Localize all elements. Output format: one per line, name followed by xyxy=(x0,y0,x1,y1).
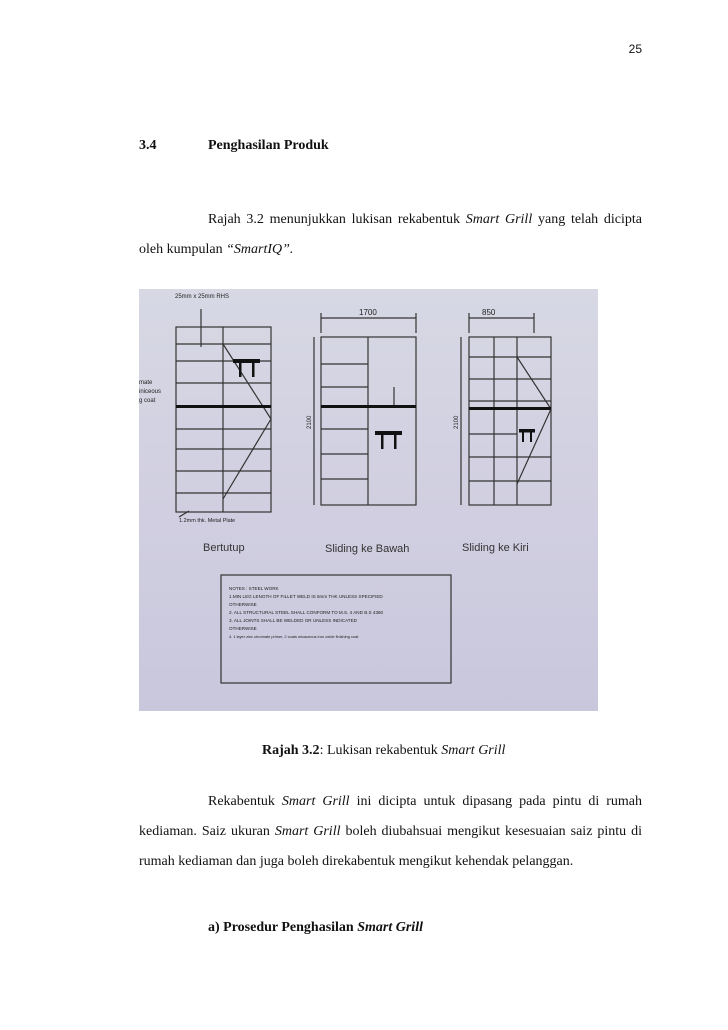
note-line: 4. 1 layer zinc chromate primer, 2 coats micaceous iron oxide finishing coat xyxy=(229,634,359,639)
section-number: 3.4 xyxy=(139,138,157,153)
para1-text: Rajah 3.2 menunjukkan lukisan rekabentuk xyxy=(208,212,461,227)
figure-dim-1: 1700 xyxy=(359,308,377,317)
grill-drawing xyxy=(139,289,598,711)
figure-side-label-3: g coat xyxy=(139,398,156,404)
caption-label: Rajah 3.2 xyxy=(262,743,320,758)
para2-italic1: Smart Grill xyxy=(281,794,350,809)
para1-italic-smartiq: “SmartIQ”. xyxy=(226,242,294,257)
paragraph-intro xyxy=(139,205,642,265)
figure-plate-label: 1.2mm thk. Metal Plate xyxy=(179,518,236,524)
caption-italic: Smart Grill xyxy=(441,743,506,758)
figure-label-sliding-bawah: Sliding ke Bawah xyxy=(325,543,410,555)
subheading-prosedur xyxy=(208,920,423,936)
para2-text2: ini dicipta untuk dipasang pada pintu di rumah kediaman. Saiz ukuran xyxy=(139,794,643,839)
note-line: OTHERWISE xyxy=(229,626,257,631)
figure-height-1: 2100 xyxy=(307,415,313,429)
subheading-italic: Smart Grill xyxy=(357,920,423,935)
figure-label-bertutup: Bertutup xyxy=(203,542,245,554)
subheading-text: a) Prosedur Penghasilan xyxy=(208,920,354,935)
page-number: 25 xyxy=(628,42,642,56)
note-line: 2. ALL STRUCTURAL STEEL SHALL CONFORM TO M.S. 4 AND B.S 4360 xyxy=(229,610,384,615)
para2-text1: Rekabentuk xyxy=(208,794,275,809)
caption-text: : Lukisan rekabentuk xyxy=(319,743,438,758)
para1-text2: yang telah dicipta oleh kumpulan xyxy=(139,212,643,257)
para2-italic2: Smart Grill xyxy=(274,824,341,839)
figure-height-2: 2100 xyxy=(454,415,460,429)
section-heading xyxy=(139,138,329,154)
figure-side-label-2: iniceous xyxy=(139,389,162,395)
para2-text3: boleh diubahsuai mengikut kesesuaian saiz pintu di rumah kediaman dan juga boleh direkabentuk mengikut kehendak pelanggan. xyxy=(139,824,643,869)
figure-drawing xyxy=(139,289,598,711)
figure-side-label-1: mate xyxy=(139,380,153,386)
note-line: OTHERWISE xyxy=(229,602,257,607)
paragraph-rekabentuk xyxy=(139,787,642,877)
note-line: NOTES : STEEL WORK xyxy=(229,586,279,591)
figure-top-label: 25mm x 25mm RHS xyxy=(175,294,230,300)
figure-dim-2: 850 xyxy=(482,308,496,317)
section-title: Penghasilan Produk xyxy=(208,138,329,153)
note-line: 1.MIN LEG LENGTH OF FILLET WELD IS 6mm THK UNLESS SPECIFIED xyxy=(229,594,383,599)
para1-italic-smart-grill: Smart Grill xyxy=(465,212,533,227)
note-line: 3. ALL JOINTS SHALL BE WELDED OR UNLESS INDICATED xyxy=(229,618,357,623)
figure-label-sliding-kiri: Sliding ke Kiri xyxy=(462,542,529,554)
